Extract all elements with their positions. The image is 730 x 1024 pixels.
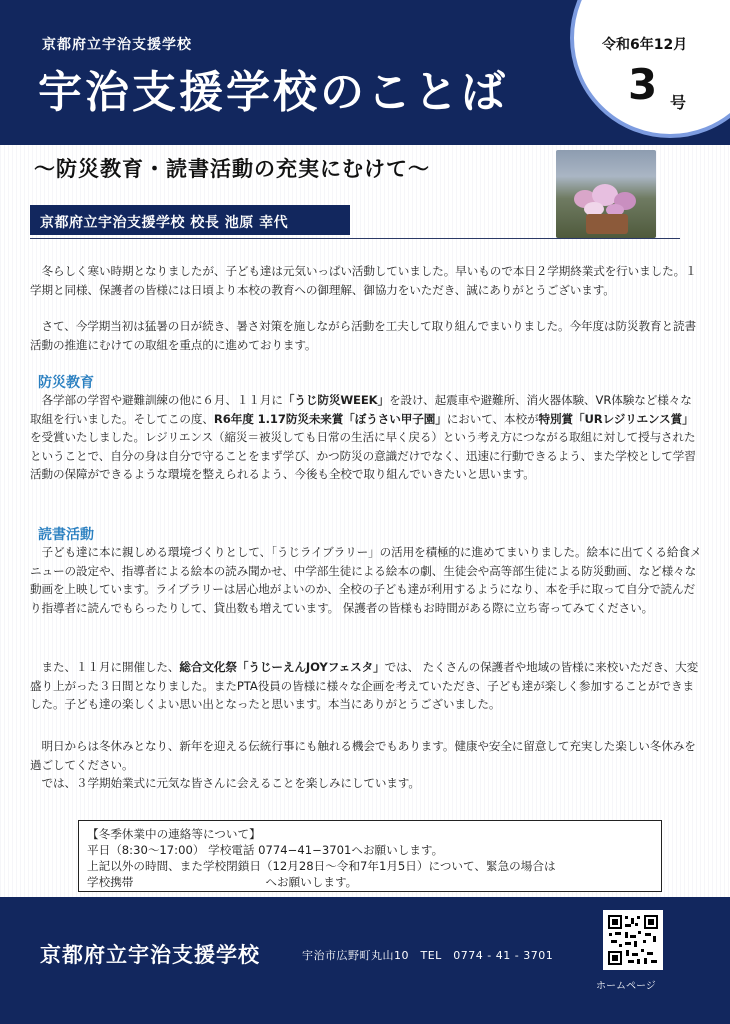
issue-number: 3 [628,60,658,109]
bousai-paragraph: 各学部の学習や避難訓練の他に６月、１１月に「うじ防災WEEK」を設け、起震車や避難所、消火器体験、VR体験など様々な取組を行いました。そしてこの度、R6年度 1.17防災未来賞「ぼうさい甲子園」において、本校が特別賞「URレジリエンス賞」を受賞いたしました。レジリエンス（縮災＝被災しても日常の生活に早く戻る）という考え方につながる取組に対して授与されたということで、自分の身は自分で守ることをまず学び、かつ防災の意識だけでなく、迅速に行動できるよう、また学校として学習活動の保障ができるような環境を整えられるよう、今後も全校で取り組んでいきたいと思います。 [30,393,696,481]
closing-paragraph-2: では、３学期始業式に元気な皆さんに会えることを楽しみにしています。 [30,776,420,790]
subtitle: 〜防災教育・読書活動の充実にむけて〜 [34,157,430,181]
contact-title: 【冬季休業中の連絡等について】 [87,827,261,841]
contact-box [78,820,662,892]
dokusho-paragraph: 子ども達に本に親しめる環境づくりとして、「うじライブラリー」の活用を積極的に進めてまいりました。絵本に出てくる給食メニューの設定や、指導者による絵本の読み聞かせ、中学部生徒による絵本の劇、生徒会や高等部生徒による防災動画、など様々な動画を上映しています。ライブラリーは居心地がよいのか、全校の子ども達が利用するようになり、本を手に取って自分で読んだり指導者に読んでもらったりして、貸出数も増えています。 保護者の皆様もお時間がある際に立ち寄ってみてください。 [30,545,702,615]
principal-divider [30,238,680,239]
intro-paragraph-2: さて、今学期当初は猛暑の日が続き、暑さ対策を施しながら活動を工夫して取り組んでまいりました。今年度は防災教育と読書活動の推進にむけての取組を重点的に進めております。 [30,319,696,352]
footer-address: 宇治市広野町丸山10 TEL 0774 - 41 - 3701 [302,949,554,962]
keyword-resilience-award: 特別賞「URレジリエンス賞」 [538,411,694,426]
intro-paragraph-1: 冬らしく寒い時期となりましたが、子ども達は元気いっぱい活動していました。早いもので本日２学期終業式を行いました。１学期と同様、保護者の皆様には日頃より本校の教育への御理解、御協力をいただき、誠にありがとうございます。 [30,264,697,297]
school-name-small: 京都府立宇治支援学校 [42,37,192,53]
issue-suffix: 号 [670,93,687,112]
footer-school-name: 京都府立宇治支援学校 [40,943,260,967]
keyword-bousai-award: R6年度 1.17防災未来賞「ぼうさい甲子園」 [213,411,447,426]
keyword-bousai-week: 「うじ防災WEEK」 [282,393,390,407]
qr-code-graphic [607,914,659,966]
principal-banner: 京都府立宇治支援学校 校長 池原 幸代 [30,205,350,235]
newsletter-title: 宇治支援学校のことば [38,67,508,118]
contact-line-2: 上記以外の時間、また学校閉鎖日（12月28日〜令和7年1月5日）について、緊急の場合は [87,859,556,873]
issue-date: 令和6年12月 [602,37,688,53]
flower-photo [556,150,656,238]
contact-line-3: 学校携帯 へお願いします。 [87,875,358,889]
contact-line-1: 平日（8:30〜17:00） 学校電話 0774−41−3701へお願いします。 [87,843,444,857]
homepage-label: ホームページ [596,981,656,992]
qr-code-icon[interactable] [603,910,663,970]
festival-paragraph: また、１１月に開催した、総合文化祭「うじーえんJOYフェスタ」では、 たくさんの保護者や地域の皆様に来校いただき、大変盛り上がった３日間となりました。またPTA役員の皆様に様々な企画を考えていただき、子ども達が楽しく参加することができました。子ども達の楽しくよい思い出となったと思います。本当にありがとうございました。 [30,660,699,711]
section-heading-dokusho: 読書活動 [38,527,94,543]
keyword-festival: 総合文化祭「うじーえんJOYフェスタ」 [179,660,385,674]
section-heading-bousai: 防災教育 [38,375,94,391]
closing-paragraph-1: 明日からは冬休みとなり、新年を迎える伝統行事にも触れる機会でもあります。健康や安全に留意して充実した楽しい冬休みを過ごしてください。 [30,739,696,772]
